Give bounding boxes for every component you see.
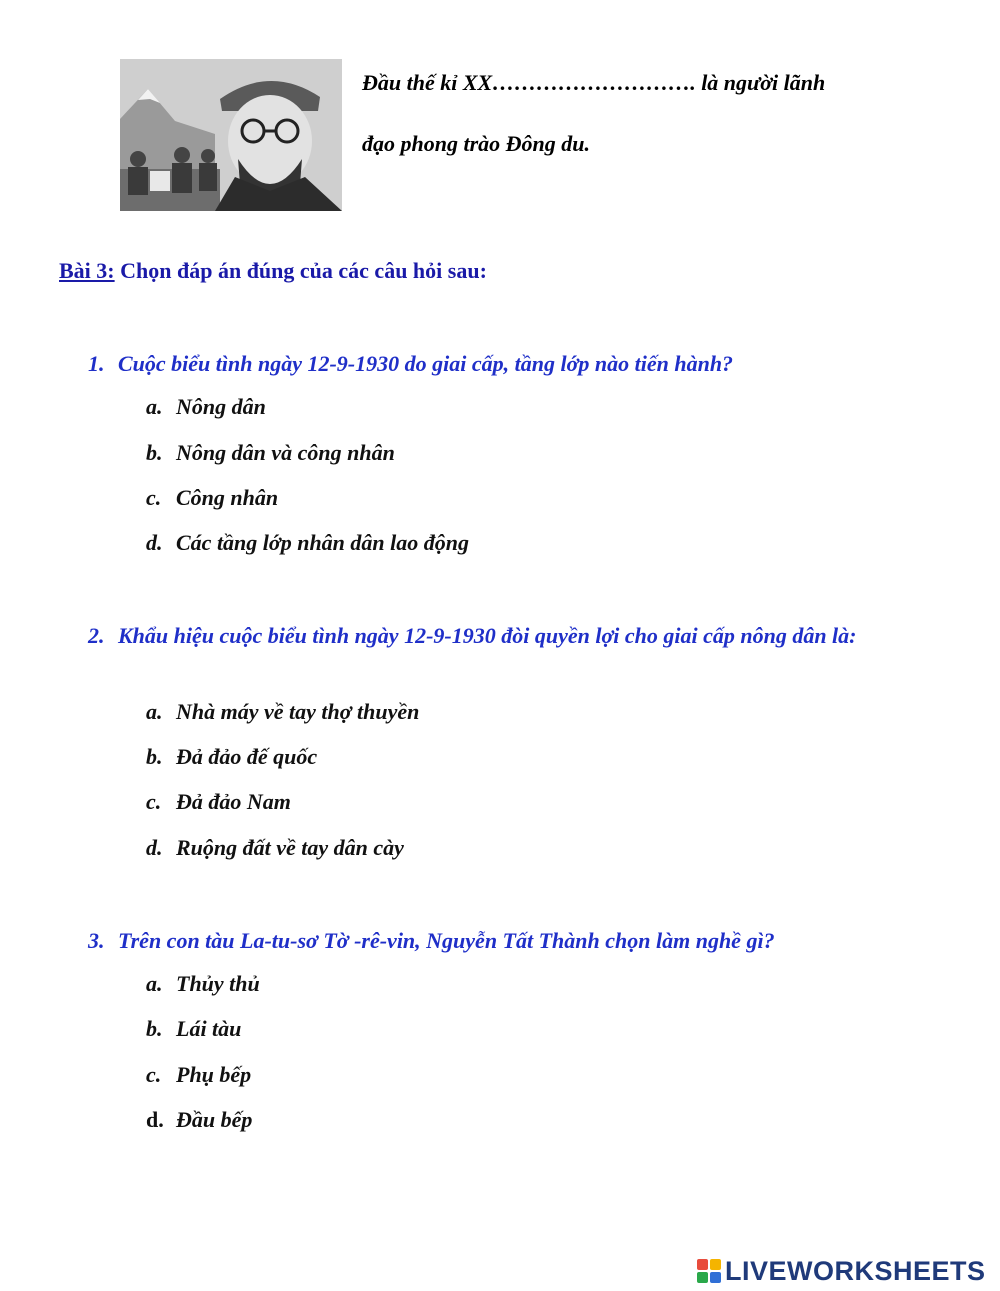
intro-sentence-line-2: đạo phong trào Đông du. (362, 131, 591, 156)
question-1-option-a[interactable] (146, 394, 266, 420)
question-3-option-b[interactable] (146, 1016, 241, 1042)
option-text: Nông dân (176, 394, 266, 419)
logo-square (710, 1272, 721, 1283)
option-text: Thủy thủ (176, 971, 260, 996)
option-text: Nhà máy về tay thợ thuyền (176, 699, 420, 724)
portrait-icon (120, 59, 342, 211)
option-letter: d. (146, 835, 163, 860)
question-text: Cuộc biểu tình ngày 12-9-1930 do giai cấp, tầng lớp nào tiến hành? (118, 351, 734, 376)
logo-square (697, 1272, 708, 1283)
question-2-option-a[interactable] (146, 699, 419, 725)
option-text: Đả đảo Nam (176, 789, 291, 814)
option-letter: c. (146, 1062, 162, 1087)
option-letter: b. (146, 744, 163, 769)
question-2-option-b[interactable] (146, 744, 317, 770)
option-text: Ruộng đất về tay dân cày (176, 835, 404, 860)
question-3 (88, 924, 938, 957)
brand-name: LIVEWORKSHEETS (725, 1255, 986, 1286)
question-1 (88, 347, 938, 380)
option-letter: a. (146, 699, 163, 724)
section-heading (59, 258, 487, 284)
question-2 (88, 619, 938, 652)
option-text: Công nhân (176, 485, 279, 510)
question-text: Trên con tàu La-tu-sơ Tờ -rê-vin, Nguyễn Tất Thành chọn làm nghề gì? (118, 928, 775, 953)
section-label: Bài 3: (59, 258, 115, 283)
option-text: Phụ bếp (176, 1062, 252, 1087)
logo-square (710, 1259, 721, 1270)
question-1-option-c[interactable] (146, 485, 278, 511)
option-letter: b. (146, 1016, 163, 1041)
option-text: Lái tàu (176, 1016, 242, 1041)
question-1-option-b[interactable] (146, 440, 395, 466)
question-number: 2. (88, 623, 105, 648)
logo-square (697, 1259, 708, 1270)
option-text: Đầu bếp (176, 1107, 253, 1132)
question-2-option-c[interactable] (146, 789, 291, 815)
question-text: Khẩu hiệu cuộc biểu tình ngày 12-9-1930 đòi quyền lợi cho giai cấp nông dân là: (118, 623, 857, 648)
option-letter: a. (146, 394, 163, 419)
liveworksheets-brand (697, 1253, 986, 1289)
option-text: Các tầng lớp nhân dân lao động (176, 530, 469, 555)
question-1-option-d[interactable] (146, 530, 469, 556)
question-3-option-d[interactable] (146, 1107, 252, 1133)
section-instruction: Chọn đáp án đúng của các câu hỏi sau: (114, 258, 487, 283)
portrait-illustration (120, 59, 342, 211)
option-text: Đả đảo đế quốc (176, 744, 318, 769)
question-2-option-d[interactable] (146, 835, 404, 861)
option-letter: c. (146, 485, 162, 510)
question-number: 3. (88, 928, 105, 953)
option-letter: b. (146, 440, 163, 465)
option-letter: c. (146, 789, 162, 814)
option-letter: a. (146, 971, 163, 996)
option-letter: d. (146, 1107, 164, 1132)
intro-sentence-line-1: Đầu thế kỉ XX………………………. là người lãnh (362, 70, 826, 95)
question-3-option-a[interactable] (146, 971, 260, 997)
liveworksheets-logo-icon (697, 1259, 721, 1283)
option-letter: d. (146, 530, 163, 555)
option-text: Nông dân và công nhân (176, 440, 395, 465)
question-3-option-c[interactable] (146, 1062, 251, 1088)
question-number: 1. (88, 351, 105, 376)
